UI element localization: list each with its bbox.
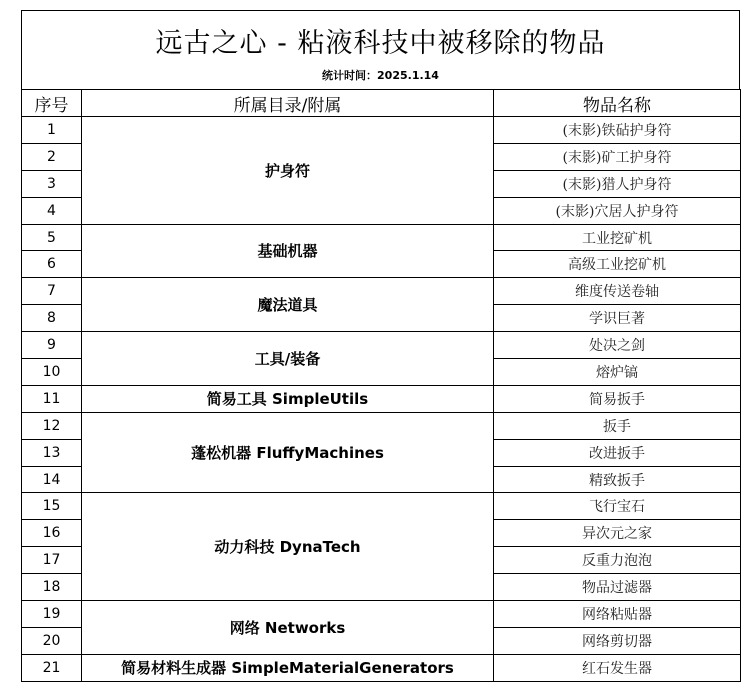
- row-number: 2: [22, 143, 82, 170]
- page-title: 远古之心 - 粘液科技中被移除的物品: [155, 28, 606, 59]
- row-number: 18: [22, 574, 82, 601]
- item-name: 反重力泡泡: [494, 547, 741, 574]
- row-number: 6: [22, 251, 82, 278]
- item-name: 红石发生器: [494, 654, 741, 681]
- item-name: (末影)铁砧护身符: [494, 117, 741, 144]
- category-cell: 工具/装备: [82, 332, 494, 386]
- table-row: [22, 332, 741, 359]
- row-number: 7: [22, 278, 82, 305]
- row-number: 19: [22, 601, 82, 628]
- category-cell: 动力科技 DynaTech: [82, 493, 494, 601]
- item-name: 扳手: [494, 412, 741, 439]
- items-table: [21, 89, 741, 682]
- item-name: 简易扳手: [494, 385, 741, 412]
- table-row: [22, 224, 741, 251]
- removed-items-sheet: [21, 10, 740, 682]
- row-number: 17: [22, 547, 82, 574]
- header-seq: 序号: [22, 90, 82, 117]
- item-name: 改进扳手: [494, 439, 741, 466]
- row-number: 4: [22, 197, 82, 224]
- header-item: 物品名称: [494, 90, 741, 117]
- item-name: 熔炉镐: [494, 359, 741, 386]
- category-cell: 蓬松机器 FluffyMachines: [82, 412, 494, 493]
- row-number: 21: [22, 654, 82, 681]
- category-cell: 基础机器: [82, 224, 494, 278]
- table-row: [22, 385, 741, 412]
- row-number: 11: [22, 385, 82, 412]
- table-row: [22, 412, 741, 439]
- item-name: 高级工业挖矿机: [494, 251, 741, 278]
- row-number: 3: [22, 170, 82, 197]
- table-row: [22, 278, 741, 305]
- item-name: (末影)矿工护身符: [494, 143, 741, 170]
- title-block: [21, 10, 740, 89]
- item-name: 飞行宝石: [494, 493, 741, 520]
- item-name: 精致扳手: [494, 466, 741, 493]
- row-number: 12: [22, 412, 82, 439]
- category-cell: 网络 Networks: [82, 601, 494, 655]
- category-cell: 魔法道具: [82, 278, 494, 332]
- item-name: (末影)猎人护身符: [494, 170, 741, 197]
- row-number: 15: [22, 493, 82, 520]
- category-cell: 简易工具 SimpleUtils: [82, 385, 494, 412]
- row-number: 5: [22, 224, 82, 251]
- item-name: 处决之剑: [494, 332, 741, 359]
- item-name: (末影)穴居人护身符: [494, 197, 741, 224]
- row-number: 8: [22, 305, 82, 332]
- item-name: 异次元之家: [494, 520, 741, 547]
- item-name: 物品过滤器: [494, 574, 741, 601]
- row-number: 9: [22, 332, 82, 359]
- row-number: 13: [22, 439, 82, 466]
- row-number: 1: [22, 117, 82, 144]
- stat-date: 统计时间：2025.1.14: [322, 69, 439, 82]
- item-name: 工业挖矿机: [494, 224, 741, 251]
- row-number: 16: [22, 520, 82, 547]
- item-name: 学识巨著: [494, 305, 741, 332]
- table-row: [22, 654, 741, 681]
- row-number: 14: [22, 466, 82, 493]
- item-name: 维度传送卷轴: [494, 278, 741, 305]
- item-name: 网络剪切器: [494, 627, 741, 654]
- table-row: [22, 493, 741, 520]
- category-cell: 简易材料生成器 SimpleMaterialGenerators: [82, 654, 494, 681]
- row-number: 20: [22, 627, 82, 654]
- table-row: [22, 117, 741, 144]
- header-row: [22, 90, 741, 117]
- category-cell: 护身符: [82, 117, 494, 225]
- item-name: 网络粘贴器: [494, 601, 741, 628]
- table-row: [22, 601, 741, 628]
- header-category: 所属目录/附属: [82, 90, 494, 117]
- row-number: 10: [22, 359, 82, 386]
